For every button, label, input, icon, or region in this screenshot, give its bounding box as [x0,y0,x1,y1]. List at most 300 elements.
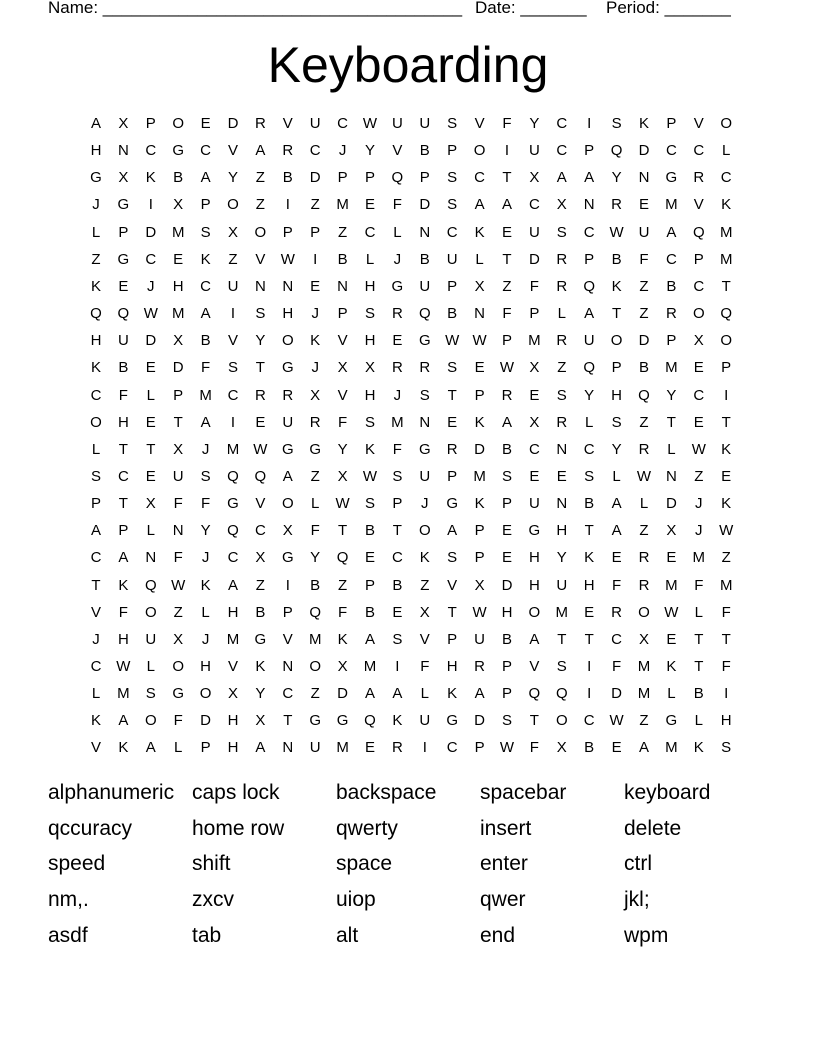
grid-letter: I [285,196,290,214]
grid-letter: V [227,142,238,160]
grid-letter: U [419,115,431,132]
grid-letter: C [200,277,212,295]
grid-letter: I [724,386,729,404]
grid-letter: S [447,359,458,377]
grid-letter: C [391,549,403,567]
grid-letter: J [695,495,703,513]
grid-letter: A [392,685,403,703]
grid-letter: F [529,739,539,757]
grid-letter: W [335,495,350,513]
grid-letter: V [392,142,403,160]
grid-letter: P [693,250,704,268]
grid-letter: G [90,169,102,187]
grid-letter: W [362,115,378,132]
grid-letter: B [419,142,430,160]
grid-letter: E [501,549,512,567]
grid-letter: P [501,332,512,350]
grid-letter: W [609,223,624,241]
grid-letter: C [337,115,349,132]
grid-letter: M [226,630,240,648]
grid-letter: X [145,495,156,513]
grid-letter: A [227,576,238,594]
grid-letter: F [173,712,183,730]
grid-letter: F [173,495,183,513]
grid-letter: U [172,467,184,485]
grid-letter: R [391,359,403,377]
grid-letter: A [364,630,375,648]
grid-letter: T [502,250,512,268]
grid-letter: H [501,603,513,621]
grid-letter: O [720,115,733,132]
grid-letter: S [392,467,403,485]
grid-letter: R [474,658,486,675]
grid-letter: I [587,658,592,675]
grid-letter: G [117,250,130,268]
grid-letter: Q [555,685,568,703]
grid-letter: T [118,495,128,513]
grid-letter: S [501,712,512,730]
grid-letter: N [145,549,157,567]
grid-letter: I [587,115,592,132]
grid-letter: P [474,549,485,567]
grid-letter: C [117,467,129,485]
grid-letter: E [364,549,375,567]
grid-letter: F [173,549,183,567]
grid-letter: L [639,495,649,513]
grid-letter: W [280,250,295,268]
grid-letter: T [612,305,622,323]
grid-letter: K [419,549,430,567]
grid-letter: I [230,305,236,323]
word-bank-item: qwerty [336,816,398,840]
grid-letter: A [90,115,101,132]
grid-letter: B [337,250,348,268]
grid-letter: W [171,576,186,594]
grid-letter: K [721,440,732,458]
word-bank-item: delete [624,816,682,840]
grid-letter: A [200,169,211,187]
grid-letter: M [336,739,349,757]
grid-letter: O [720,332,733,350]
grid-letter: B [666,277,677,295]
grid-letter: R [556,413,568,431]
grid-letter: D [474,440,486,458]
grid-letter: P [529,305,540,323]
grid-letter: L [667,685,676,703]
grid-letter: Z [255,576,265,594]
grid-letter: D [611,685,623,703]
grid-letter: A [474,196,485,214]
grid-letter: L [91,685,101,703]
grid-letter: E [611,549,622,567]
grid-letter: H [364,332,376,350]
grid-letter: E [255,413,266,431]
grid-letter: V [693,115,704,132]
grid-letter: S [556,223,567,241]
grid-letter: F [420,658,430,675]
grid-letter: L [557,305,566,323]
grid-letter: M [226,440,240,458]
grid-letter: Y [364,142,375,160]
grid-letter: X [255,549,266,567]
grid-letter: G [665,169,678,187]
grid-letter: D [145,332,157,350]
word-bank-item: ctrl [624,852,652,876]
grid-letter: G [391,277,404,295]
grid-letter: R [638,576,650,594]
grid-letter: R [446,440,458,458]
grid-letter: I [587,685,592,703]
grid-letter: C [145,250,157,268]
grid-letter: Q [364,712,376,730]
grid-letter: V [337,332,348,350]
grid-letter: W [609,712,624,730]
grid-letter: Q [227,522,239,540]
grid-letter: N [337,277,349,295]
grid-letter: F [338,603,348,621]
grid-letter: S [227,359,238,377]
grid-letter: X [337,467,348,485]
word-bank-item: wpm [624,923,669,947]
grid-letter: P [310,223,321,241]
grid-letter: J [147,277,155,295]
grid-letter: C [583,440,595,458]
word-bank-item: asdf [48,923,88,947]
grid-letter: G [309,712,322,730]
grid-letter: P [337,305,348,323]
grid-letter: W [362,467,378,485]
grid-letter: O [227,196,239,214]
grid-letter: P [173,386,184,404]
grid-letter: Z [639,305,649,323]
word-bank-item: tab [192,923,222,947]
grid-letter: W [664,603,679,621]
grid-letter: X [556,196,567,214]
grid-letter: G [418,332,431,350]
grid-letter: K [145,169,156,187]
grid-letter: E [666,549,677,567]
grid-letter: X [693,332,704,350]
grid-letter: W [116,658,131,675]
grid-letter: Q [144,576,157,594]
grid-letter: C [227,386,239,404]
grid-letter: R [611,603,623,621]
grid-letter: H [446,658,458,675]
grid-letter: E [693,359,704,377]
grid-letter: F [392,440,402,458]
grid-letter: R [282,142,294,160]
grid-letter: O [638,603,650,621]
grid-letter: Z [310,685,320,703]
grid-letter: J [311,305,319,323]
grid-letter: Q [418,305,431,323]
grid-letter: C [720,169,732,187]
grid-letter: A [501,196,512,214]
grid-letter: V [282,630,293,648]
grid-letter: G [281,440,294,458]
grid-letter: U [446,250,458,268]
grid-letter: U [419,277,431,295]
grid-letter: T [447,386,457,404]
grid-letter: U [227,277,239,295]
grid-letter: H [611,386,623,404]
grid-letter: L [667,440,676,458]
grid-letter: G [446,712,459,730]
grid-letter: F [118,386,128,404]
grid-letter: I [285,576,290,594]
grid-letter: C [90,386,102,404]
grid-letter: X [173,630,184,648]
grid-letter: U [145,630,157,648]
grid-letter: P [447,630,458,648]
grid-letter: F [639,250,649,268]
grid-letter: S [447,549,458,567]
grid-letter: M [171,305,185,323]
grid-letter: K [255,658,266,675]
grid-letter: V [693,196,704,214]
grid-letter: P [474,522,485,540]
grid-letter: D [145,223,157,241]
grid-letter: V [255,250,266,268]
period-field-label: Period: _______ [606,0,731,17]
grid-letter: J [393,250,402,268]
grid-letter: D [528,250,540,268]
grid-letter: H [364,386,376,404]
grid-letter: T [338,522,348,540]
grid-letter: E [145,467,156,485]
grid-letter: U [419,712,431,730]
grid-letter: S [556,658,567,675]
grid-letter: K [721,196,732,214]
grid-letter: T [694,630,704,648]
grid-letter: K [584,549,595,567]
grid-letter: Q [583,359,596,377]
grid-letter: K [118,739,129,757]
grid-letter: M [473,467,486,485]
grid-letter: H [117,413,129,431]
grid-letter: U [419,467,431,485]
grid-letter: S [611,115,622,132]
grid-letter: Z [721,549,731,567]
grid-letter: E [447,413,458,431]
grid-letter: B [419,250,430,268]
grid-letter: K [693,739,704,757]
grid-letter: G [528,522,541,540]
grid-letter: Z [694,467,704,485]
grid-letter: Z [338,576,348,594]
grid-letter: T [255,359,265,377]
grid-letter: B [255,603,266,621]
grid-letter: K [666,658,677,675]
grid-letter: G [309,440,322,458]
grid-letter: Q [391,169,404,187]
grid-letter: P [200,196,211,214]
grid-letter: O [692,305,705,323]
grid-letter: M [528,332,541,350]
grid-letter: X [310,386,321,404]
word-bank-item: caps lock [192,781,280,804]
grid-letter: C [282,685,294,703]
grid-letter: K [447,685,458,703]
grid-letter: M [555,603,569,621]
grid-letter: Q [638,386,650,404]
grid-letter: S [584,467,595,485]
grid-letter: J [393,386,402,404]
grid-letter: X [337,359,348,377]
grid-letter: X [118,115,129,132]
grid-letter: N [474,305,486,323]
grid-letter: B [501,630,512,648]
grid-letter: I [504,142,510,160]
grid-letter: S [447,115,458,132]
grid-letter: O [199,685,212,703]
grid-letter: Y [227,169,238,187]
grid-letter: E [310,277,321,295]
grid-letter: Y [255,332,266,350]
grid-letter: K [364,440,375,458]
grid-letter: O [418,522,431,540]
grid-letter: O [144,712,157,730]
grid-letter: V [90,739,101,757]
grid-letter: C [90,549,102,567]
grid-letter: P [447,277,458,295]
grid-letter: C [446,739,458,757]
grid-letter: X [173,332,184,350]
grid-letter: P [721,359,732,377]
grid-letter: J [338,142,347,160]
grid-letter: P [501,685,512,703]
grid-letter: E [145,359,156,377]
grid-letter: Q [254,467,267,485]
grid-letter: C [693,386,705,404]
grid-letter: X [638,630,649,648]
grid-letter: M [363,658,377,675]
grid-letter: Z [639,522,649,540]
grid-letter: H [117,630,129,648]
grid-letter: S [200,223,211,241]
grid-letter: W [143,305,158,323]
grid-letter: R [254,386,266,404]
grid-letter: C [665,250,677,268]
grid-letter: F [201,495,211,513]
grid-letter: V [337,386,348,404]
grid-letter: O [309,658,322,675]
grid-letter: D [172,359,184,377]
grid-letter: E [529,386,540,404]
grid-letter: G [172,142,185,160]
grid-letter: Z [557,359,567,377]
word-bank-item: home row [192,816,285,840]
grid-letter: M [308,630,322,648]
grid-letter: F [694,576,704,594]
grid-letter: M [719,250,733,268]
grid-letter: S [255,305,266,323]
grid-letter: K [337,630,348,648]
grid-letter: U [282,413,294,431]
grid-letter: N [172,522,184,540]
grid-letter: P [337,169,348,187]
grid-letter: W [499,359,515,377]
grid-letter: M [665,359,678,377]
grid-letter: K [200,576,211,594]
grid-letter: L [420,685,429,703]
grid-letter: L [694,603,703,621]
grid-letter: O [172,115,185,132]
word-bank-item: space [336,852,393,876]
grid-letter: X [666,522,677,540]
grid-letter: R [556,332,568,350]
grid-letter: M [665,196,678,214]
grid-letter: C [227,549,239,567]
grid-letter: H [227,739,239,757]
grid-letter: O [254,223,267,241]
grid-letter: A [556,169,567,187]
grid-letter: A [282,467,293,485]
grid-letter: L [91,223,101,241]
grid-letter: L [146,522,155,540]
grid-letter: B [584,495,595,513]
grid-letter: U [556,576,568,594]
grid-letter: U [528,495,540,513]
grid-letter: E [638,196,649,214]
grid-letter: A [584,305,595,323]
grid-letter: W [445,332,460,350]
grid-letter: P [90,495,101,513]
grid-letter: B [447,305,458,323]
grid-letter: E [529,467,540,485]
grid-letter: O [528,603,541,621]
grid-letter: F [502,305,512,323]
grid-letter: T [584,522,594,540]
grid-letter: L [311,495,320,513]
grid-letter: R [638,549,650,567]
grid-letter: T [502,169,512,187]
grid-letter: F [721,603,731,621]
grid-letter: E [721,467,732,485]
grid-letter: A [611,522,622,540]
grid-letter: K [90,712,101,730]
grid-letter: M [719,576,733,594]
grid-letter: E [501,522,512,540]
grid-letter: F [502,115,512,132]
grid-letter: G [336,712,349,730]
grid-letter: X [118,169,129,187]
grid-letter: D [638,142,650,160]
grid-letter: M [117,685,130,703]
grid-letter: I [148,196,153,214]
grid-letter: H [720,712,732,730]
grid-letter: N [665,467,677,485]
grid-letter: E [474,359,485,377]
grid-letter: A [118,712,129,730]
grid-letter: J [695,522,703,540]
grid-letter: B [584,739,595,757]
grid-letter: P [474,386,485,404]
grid-letter: T [283,712,293,730]
grid-letter: S [364,495,375,513]
grid-letter: O [610,332,623,350]
grid-letter: X [173,196,184,214]
grid-letter: F [310,522,320,540]
grid-letter: R [254,115,266,132]
grid-letter: X [173,440,184,458]
grid-letter: S [721,739,732,757]
grid-letter: C [583,223,595,241]
grid-letter: S [145,685,156,703]
grid-letter: A [255,142,266,160]
grid-letter: G [418,440,431,458]
grid-letter: L [146,658,155,675]
